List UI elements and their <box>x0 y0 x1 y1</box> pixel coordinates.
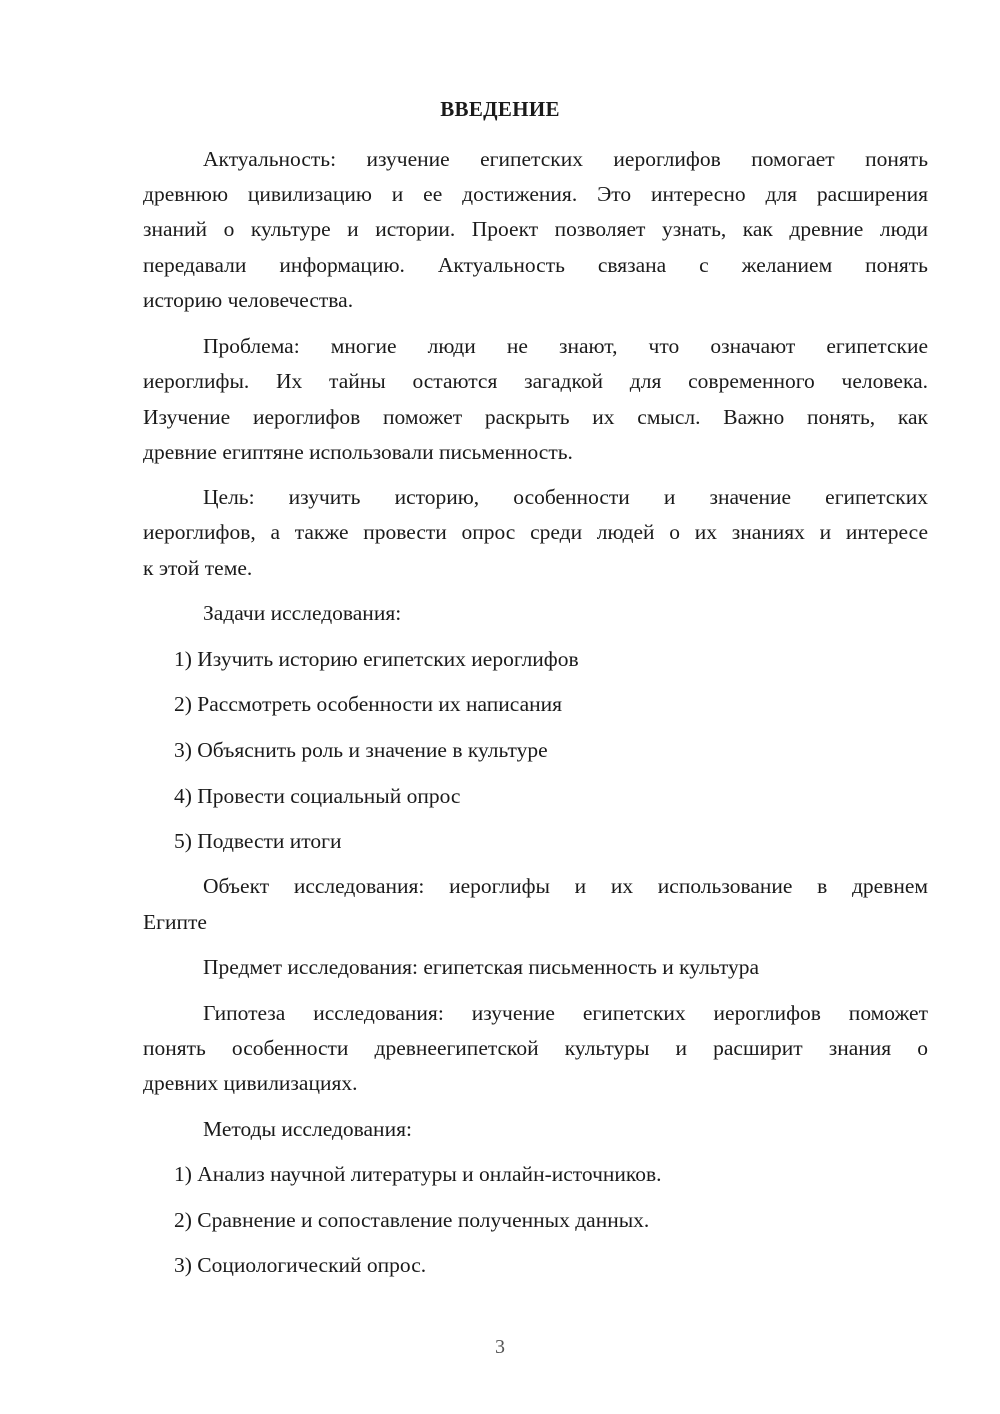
paragraph-line: Проблема: многие люди не знают, что означают египетские <box>203 334 928 358</box>
paragraph-line: историю человечества. <box>143 288 354 312</box>
paragraph-line: знаний о культуре и истории. Проект позволяет узнать, как древние люди <box>143 217 928 241</box>
page-number: 3 <box>495 1336 505 1358</box>
paragraph-line: к этой теме. <box>143 556 253 580</box>
paragraph-line: Цель: изучить историю, особенности и значение египетских <box>203 485 928 509</box>
paragraph-line: Изучение иероглифов поможет раскрыть их смысл. Важно понять, как <box>143 405 928 429</box>
list-item: 5) Подвести итоги <box>174 829 342 853</box>
paragraph-line: древнюю цивилизацию и ее достижения. Это интересно для расширения <box>143 182 928 206</box>
paragraph-line: Гипотеза исследования: изучение египетских иероглифов поможет <box>203 1001 928 1025</box>
paragraph-line: древние египтяне использовали письменность. <box>143 440 573 464</box>
paragraph-line: понять особенности древнеегипетской культуры и расширит знания о <box>143 1036 928 1060</box>
tasks-title: Задачи исследования: <box>203 601 402 625</box>
paragraph-line: иероглифы. Их тайны остаются загадкой для современного человека. <box>143 369 928 393</box>
list-item: 1) Анализ научной литературы и онлайн-источников. <box>174 1162 662 1186</box>
list-item: 2) Сравнение и сопоставление полученных данных. <box>174 1208 650 1232</box>
list-item: 2) Рассмотреть особенности их написания <box>174 692 563 716</box>
paragraph-subject: Предмет исследования: египетская письменность и культура <box>203 955 759 979</box>
page-title: ВВЕДЕНИЕ <box>440 97 560 121</box>
paragraph-line: Египте <box>143 910 207 934</box>
list-item: 4) Провести социальный опрос <box>174 784 461 808</box>
paragraph-line: древних цивилизациях. <box>143 1071 358 1095</box>
methods-title: Методы исследования: <box>203 1117 412 1141</box>
list-item: 3) Социологический опрос. <box>174 1253 427 1277</box>
paragraph-line: Объект исследования: иероглифы и их использование в древнем <box>203 874 928 898</box>
paragraph-line: Актуальность: изучение египетских иероглифов помогает понять <box>203 147 928 171</box>
paragraph-line: передавали информацию. Актуальность связана с желанием понять <box>143 253 928 277</box>
paragraph-line: иероглифов, а также провести опрос среди людей о их знаниях и интересе <box>143 520 928 544</box>
list-item: 1) Изучить историю египетских иероглифов <box>174 647 579 671</box>
list-item: 3) Объяснить роль и значение в культуре <box>174 738 548 762</box>
